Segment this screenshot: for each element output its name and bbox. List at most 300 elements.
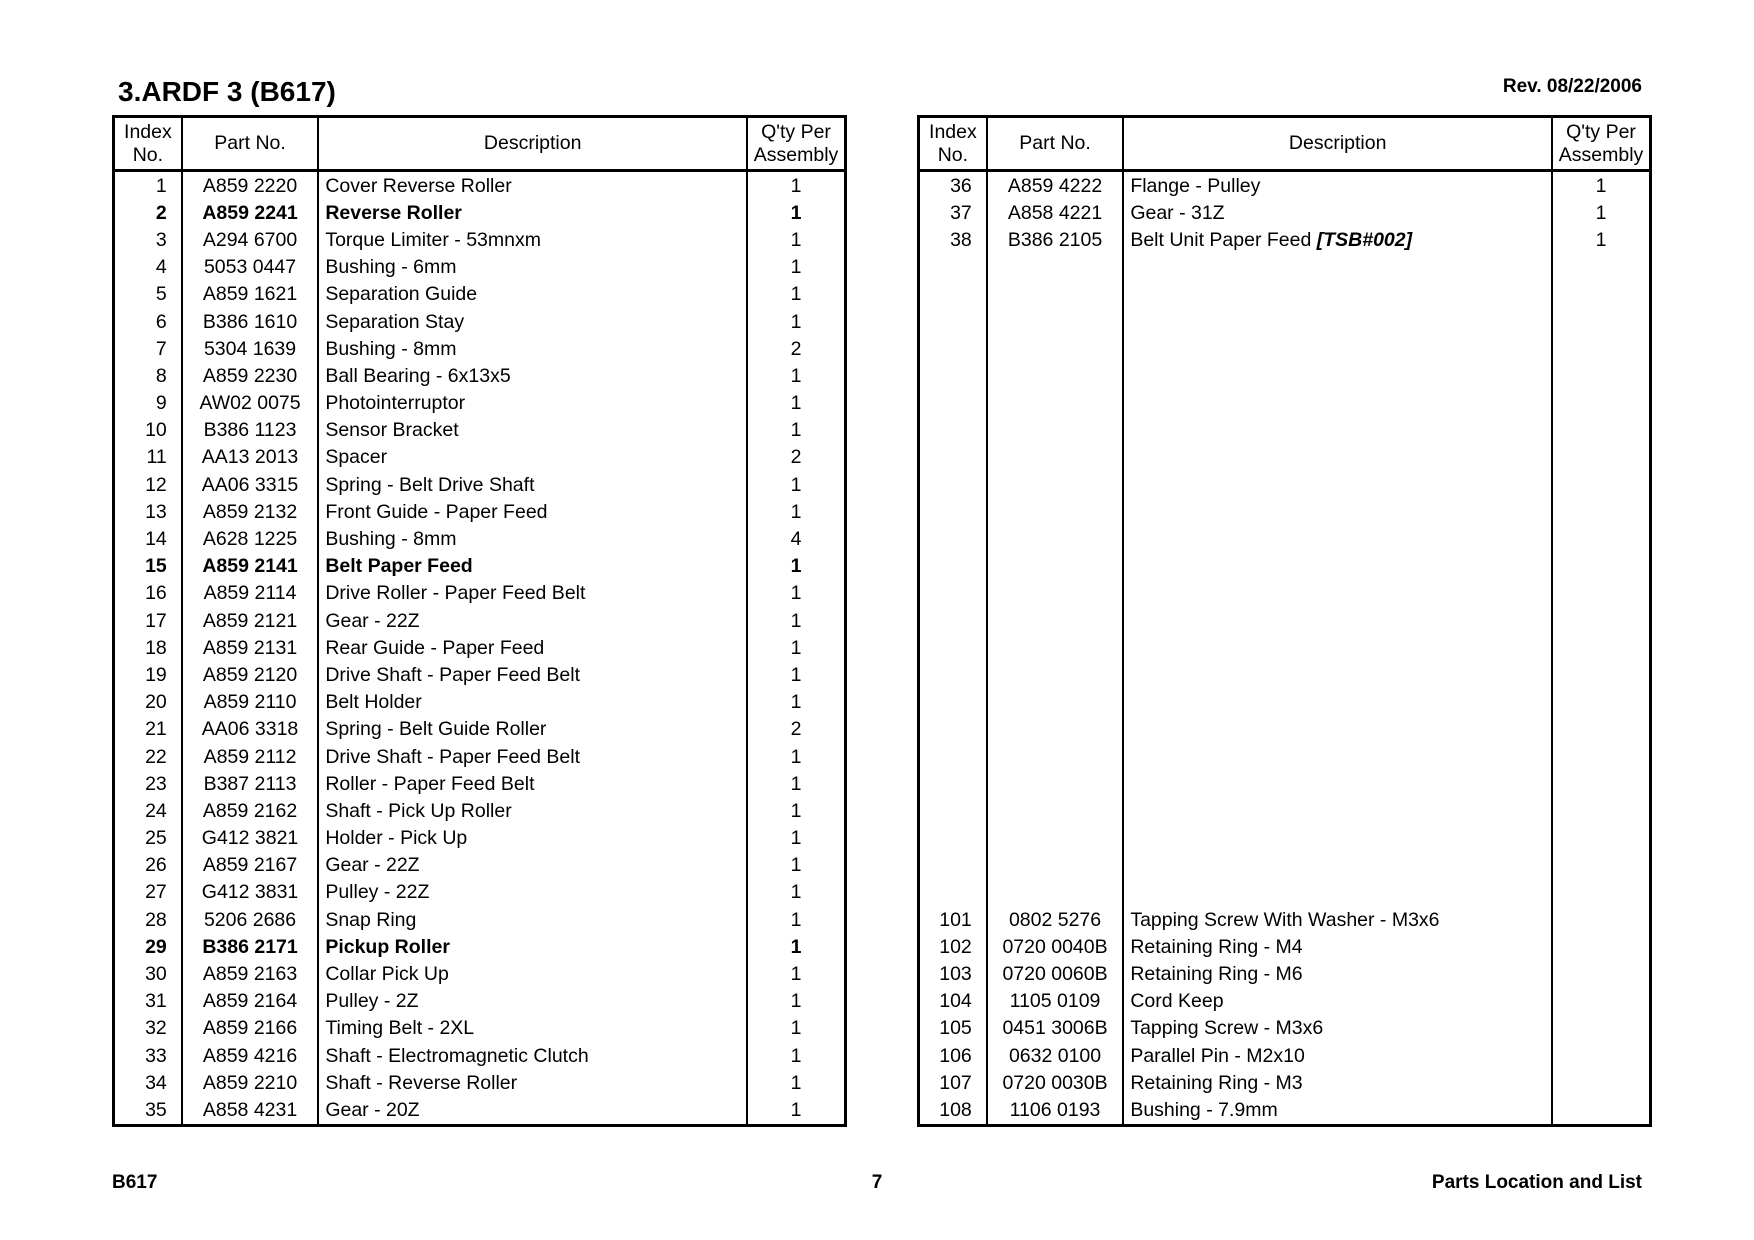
footer-page-number: 7	[871, 1172, 883, 1193]
part-number-cell: A859 1621	[182, 281, 319, 308]
quantity-cell	[1552, 988, 1650, 1015]
part-number-cell: A628 1225	[182, 525, 319, 552]
index-cell: 15	[145, 555, 167, 578]
description-cell	[1123, 879, 1552, 906]
table-row	[114, 281, 846, 308]
part-number-cell	[987, 852, 1124, 879]
description-text: Bushing - 6mm	[325, 256, 457, 279]
table-row	[919, 1042, 1651, 1069]
table-row	[114, 525, 846, 552]
description-cell	[318, 281, 747, 308]
quantity-cell	[1552, 770, 1650, 797]
quantity-cell	[1552, 607, 1650, 634]
part-number-cell	[987, 444, 1124, 471]
description-cell	[318, 797, 747, 824]
index-cell: 36	[950, 174, 972, 197]
table-row	[919, 689, 1651, 716]
quantity-cell	[1552, 743, 1650, 770]
parts-table-right	[917, 115, 1652, 1127]
description-cell	[1123, 661, 1552, 688]
tsb-reference: [TSB#002]	[1316, 228, 1413, 251]
quantity-cell	[1552, 716, 1650, 743]
quantity-cell	[1552, 906, 1650, 933]
part-number-cell: A859 2164	[182, 988, 319, 1015]
quantity-cell	[1552, 335, 1650, 362]
description-cell	[1123, 607, 1552, 634]
index-cell: 7	[155, 337, 167, 360]
description-text: Rear Guide - Paper Feed	[325, 636, 545, 659]
index-cell	[919, 879, 987, 906]
index-cell: 14	[145, 528, 167, 551]
quantity-cell	[1552, 417, 1650, 444]
revision-date: Rev. 08/22/2006	[1502, 76, 1642, 97]
quantity-cell: 2	[747, 335, 845, 362]
part-number-cell: A859 2241	[182, 199, 319, 226]
description-text: Bushing - 8mm	[325, 337, 457, 360]
part-number-cell	[987, 825, 1124, 852]
table-row	[919, 471, 1651, 498]
description-text: Flange - Pulley	[1130, 174, 1261, 197]
table-row	[919, 825, 1651, 852]
table-row	[919, 906, 1651, 933]
description-cell	[1123, 689, 1552, 716]
quantity-cell: 1	[747, 171, 845, 200]
description-text: Roller - Paper Feed Belt	[325, 772, 535, 795]
part-number-cell	[987, 716, 1124, 743]
column-header-index: Index No.	[114, 117, 182, 171]
part-number-cell: A859 2112	[182, 743, 319, 770]
table-row	[919, 498, 1651, 525]
part-number-cell: 0802 5276	[987, 906, 1124, 933]
part-number-cell	[987, 498, 1124, 525]
index-cell	[919, 770, 987, 797]
index-cell: 5	[155, 283, 167, 306]
index-cell	[919, 498, 987, 525]
table-row	[114, 825, 846, 852]
description-text: Timing Belt - 2XL	[325, 1017, 475, 1040]
part-number-cell: 0451 3006B	[987, 1015, 1124, 1042]
description-text: Gear - 22Z	[325, 854, 420, 877]
index-cell	[919, 607, 987, 634]
part-number-cell	[987, 417, 1124, 444]
index-cell	[919, 852, 987, 879]
index-cell: 4	[155, 256, 167, 279]
quantity-cell	[1552, 634, 1650, 661]
quantity-cell	[1552, 362, 1650, 389]
table-row	[919, 580, 1651, 607]
index-cell: 34	[145, 1071, 167, 1094]
column-header-description: Description	[1123, 117, 1552, 171]
index-cell: 1	[155, 174, 167, 197]
description-cell	[318, 1042, 747, 1069]
description-cell	[318, 879, 747, 906]
description-text: Parallel Pin - M2x10	[1130, 1044, 1305, 1067]
index-cell: 31	[145, 990, 167, 1013]
table-row	[919, 308, 1651, 335]
column-header-qty: Q'ty Per Assembly	[747, 117, 845, 171]
description-text: Bushing - 7.9mm	[1130, 1098, 1278, 1121]
description-cell	[318, 988, 747, 1015]
index-cell: 18	[145, 636, 167, 659]
description-text: Collar Pick Up	[325, 963, 449, 986]
index-cell	[919, 580, 987, 607]
quantity-cell: 1	[747, 852, 845, 879]
description-text: Shaft - Pick Up Roller	[325, 799, 512, 822]
table-row	[114, 199, 846, 226]
table-row	[114, 390, 846, 417]
part-number-cell: 5206 2686	[182, 906, 319, 933]
table-row	[919, 634, 1651, 661]
quantity-cell	[1552, 498, 1650, 525]
part-number-cell	[987, 770, 1124, 797]
index-cell: 23	[145, 772, 167, 795]
quantity-cell: 1	[747, 1096, 845, 1125]
index-cell	[919, 308, 987, 335]
index-cell	[919, 716, 987, 743]
index-cell	[919, 444, 987, 471]
quantity-cell	[1552, 254, 1650, 281]
description-cell	[1123, 335, 1552, 362]
quantity-cell	[1552, 689, 1650, 716]
part-number-cell: A859 2131	[182, 634, 319, 661]
table-row	[114, 743, 846, 770]
table-row	[919, 716, 1651, 743]
index-cell: 3	[155, 228, 167, 251]
index-cell	[919, 362, 987, 389]
description-cell	[1123, 226, 1552, 253]
part-number-cell: 0720 0060B	[987, 960, 1124, 987]
description-cell	[1123, 960, 1552, 987]
description-cell	[1123, 743, 1552, 770]
quantity-cell	[1552, 661, 1650, 688]
part-number-cell: A859 2163	[182, 960, 319, 987]
part-number-cell: G412 3831	[182, 879, 319, 906]
part-number-cell: G412 3821	[182, 825, 319, 852]
index-cell: 30	[145, 963, 167, 986]
table-row	[114, 471, 846, 498]
table-row	[114, 308, 846, 335]
description-text: Tapping Screw - M3x6	[1130, 1017, 1324, 1040]
part-number-cell: 0720 0040B	[987, 933, 1124, 960]
index-cell: 28	[145, 908, 167, 931]
description-cell	[1123, 1042, 1552, 1069]
part-number-cell: A859 2132	[182, 498, 319, 525]
description-text: Drive Roller - Paper Feed Belt	[325, 582, 586, 605]
table-row	[114, 906, 846, 933]
description-cell	[318, 906, 747, 933]
column-header-part-no: Part No.	[987, 117, 1124, 171]
quantity-cell: 1	[747, 417, 845, 444]
index-cell: 32	[145, 1017, 167, 1040]
description-cell	[318, 553, 747, 580]
column-header-index: Index No.	[919, 117, 987, 171]
part-number-cell: A858 4231	[182, 1096, 319, 1125]
description-cell	[318, 335, 747, 362]
part-number-cell: A859 2230	[182, 362, 319, 389]
description-cell	[318, 226, 747, 253]
table-row	[114, 1069, 846, 1096]
description-cell	[318, 471, 747, 498]
part-number-cell: A859 2110	[182, 689, 319, 716]
table-row	[919, 254, 1651, 281]
part-number-cell: A859 2120	[182, 661, 319, 688]
part-number-cell	[987, 879, 1124, 906]
quantity-cell	[1552, 553, 1650, 580]
part-number-cell: 5053 0447	[182, 254, 319, 281]
part-number-cell: AA06 3318	[182, 716, 319, 743]
description-cell	[318, 1015, 747, 1042]
index-cell	[919, 689, 987, 716]
quantity-cell	[1552, 471, 1650, 498]
part-number-cell: A859 2141	[182, 553, 319, 580]
parts-table-left	[112, 115, 847, 1127]
description-text: Pulley - 2Z	[325, 990, 419, 1013]
index-cell: 38	[950, 228, 972, 251]
table-row	[114, 689, 846, 716]
description-text: Separation Stay	[325, 310, 465, 333]
part-number-cell: B386 1123	[182, 417, 319, 444]
description-cell	[318, 580, 747, 607]
index-cell	[919, 281, 987, 308]
description-cell	[318, 417, 747, 444]
description-cell	[318, 607, 747, 634]
quantity-cell: 1	[747, 607, 845, 634]
table-row	[114, 933, 846, 960]
quantity-cell	[1552, 879, 1650, 906]
page-title: 3.ARDF 3 (B617)	[118, 76, 336, 107]
quantity-cell: 1	[747, 960, 845, 987]
description-text: Shaft - Electromagnetic Clutch	[325, 1044, 589, 1067]
index-cell: 104	[939, 990, 972, 1013]
part-number-cell: A859 2162	[182, 797, 319, 824]
quantity-cell	[1552, 1042, 1650, 1069]
description-cell	[1123, 852, 1552, 879]
table-row	[919, 960, 1651, 987]
description-text: Gear - 20Z	[325, 1098, 420, 1121]
quantity-cell	[1552, 444, 1650, 471]
description-text: Reverse Roller	[325, 201, 462, 224]
quantity-cell: 1	[747, 689, 845, 716]
part-number-cell: B386 2105	[987, 226, 1124, 253]
index-cell: 11	[146, 446, 167, 469]
description-text: Gear - 31Z	[1130, 201, 1225, 224]
table-row	[919, 607, 1651, 634]
description-cell	[1123, 171, 1552, 200]
description-text: Ball Bearing - 6x13x5	[325, 364, 511, 387]
quantity-cell	[1552, 580, 1650, 607]
description-cell	[318, 933, 747, 960]
index-cell	[919, 390, 987, 417]
description-cell	[1123, 1015, 1552, 1042]
index-cell	[919, 417, 987, 444]
part-number-cell	[987, 471, 1124, 498]
description-text: Cord Keep	[1130, 990, 1224, 1013]
description-text: Retaining Ring - M4	[1130, 935, 1303, 958]
index-cell: 105	[939, 1017, 972, 1040]
description-cell	[1123, 716, 1552, 743]
quantity-cell: 1	[747, 1015, 845, 1042]
description-cell	[1123, 390, 1552, 417]
quantity-cell: 1	[747, 308, 845, 335]
index-cell	[919, 335, 987, 362]
description-text: Bushing - 8mm	[325, 528, 457, 551]
description-cell	[318, 743, 747, 770]
part-number-cell: A294 6700	[182, 226, 319, 253]
quantity-cell: 1	[747, 1069, 845, 1096]
description-text: Sensor Bracket	[325, 419, 459, 442]
quantity-cell	[1552, 308, 1650, 335]
part-number-cell: B387 2113	[182, 770, 319, 797]
table-row	[919, 879, 1651, 906]
index-cell	[919, 471, 987, 498]
description-cell	[1123, 199, 1552, 226]
table-row	[919, 553, 1651, 580]
quantity-cell	[1552, 281, 1650, 308]
index-cell: 102	[939, 935, 972, 958]
index-cell: 103	[939, 963, 972, 986]
description-cell	[1123, 933, 1552, 960]
table-row	[114, 634, 846, 661]
part-number-cell: 0632 0100	[987, 1042, 1124, 1069]
description-cell	[1123, 825, 1552, 852]
table-row	[114, 607, 846, 634]
quantity-cell: 1	[747, 1042, 845, 1069]
description-text: Snap Ring	[325, 908, 417, 931]
table-row	[919, 281, 1651, 308]
table-row	[114, 335, 846, 362]
quantity-cell: 1	[747, 879, 845, 906]
description-text: Photointerruptor	[325, 392, 466, 415]
quantity-cell: 1	[747, 254, 845, 281]
quantity-cell	[1552, 390, 1650, 417]
description-text: Belt Paper Feed	[325, 555, 473, 578]
description-cell	[1123, 417, 1552, 444]
description-cell	[318, 716, 747, 743]
description-text: Drive Shaft - Paper Feed Belt	[325, 663, 581, 686]
table-row	[114, 1015, 846, 1042]
index-cell: 27	[145, 881, 167, 904]
quantity-cell: 4	[747, 525, 845, 552]
table-row	[114, 661, 846, 688]
description-cell	[318, 770, 747, 797]
index-cell	[919, 634, 987, 661]
index-cell	[919, 661, 987, 688]
description-cell	[1123, 471, 1552, 498]
part-number-cell: AA13 2013	[182, 444, 319, 471]
description-text: Holder - Pick Up	[325, 827, 468, 850]
index-cell: 37	[950, 201, 972, 224]
description-cell	[1123, 525, 1552, 552]
column-header-description: Description	[318, 117, 747, 171]
table-row	[114, 797, 846, 824]
part-number-cell: 1105 0109	[987, 988, 1124, 1015]
index-cell: 19	[145, 663, 167, 686]
index-cell: 101	[939, 908, 972, 931]
part-number-cell	[987, 335, 1124, 362]
quantity-cell: 1	[747, 281, 845, 308]
description-cell	[318, 661, 747, 688]
quantity-cell	[1552, 797, 1650, 824]
quantity-cell: 1	[747, 661, 845, 688]
quantity-cell	[1552, 960, 1650, 987]
part-number-cell: 1106 0193	[987, 1096, 1124, 1125]
description-text: Pickup Roller	[325, 935, 450, 958]
description-cell	[318, 689, 747, 716]
part-number-cell	[987, 362, 1124, 389]
part-number-cell	[987, 607, 1124, 634]
quantity-cell	[1552, 825, 1650, 852]
description-text: Gear - 22Z	[325, 609, 420, 632]
table-row	[919, 988, 1651, 1015]
part-number-cell: A858 4221	[987, 199, 1124, 226]
quantity-cell: 1	[747, 580, 845, 607]
description-cell	[1123, 308, 1552, 335]
table-row	[114, 553, 846, 580]
table-row	[114, 362, 846, 389]
part-number-cell: A859 2121	[182, 607, 319, 634]
description-cell	[318, 444, 747, 471]
quantity-cell: 1	[1552, 226, 1650, 253]
description-text: Shaft - Reverse Roller	[325, 1071, 518, 1094]
description-cell	[1123, 553, 1552, 580]
quantity-cell: 1	[747, 498, 845, 525]
part-number-cell: A859 2220	[182, 171, 319, 200]
description-text: Belt Holder	[325, 691, 422, 714]
index-cell: 17	[145, 609, 167, 632]
table-row	[114, 444, 846, 471]
description-text: Torque Limiter - 53mnxm	[325, 228, 541, 251]
description-cell	[318, 634, 747, 661]
table-row	[114, 988, 846, 1015]
part-number-cell: A859 4216	[182, 1042, 319, 1069]
index-cell: 29	[145, 935, 167, 958]
index-cell: 24	[145, 799, 167, 822]
description-text: Pulley - 22Z	[325, 881, 430, 904]
quantity-cell: 1	[747, 553, 845, 580]
index-cell: 16	[145, 582, 167, 605]
quantity-cell: 1	[747, 906, 845, 933]
description-cell	[318, 254, 747, 281]
part-number-cell	[987, 553, 1124, 580]
index-cell	[919, 553, 987, 580]
table-row	[919, 797, 1651, 824]
quantity-cell	[1552, 933, 1650, 960]
description-cell	[318, 362, 747, 389]
quantity-cell: 1	[747, 770, 845, 797]
table-row	[919, 661, 1651, 688]
description-cell	[318, 960, 747, 987]
table-row	[114, 1096, 846, 1125]
quantity-cell: 2	[747, 444, 845, 471]
part-number-cell: A859 4222	[987, 171, 1124, 200]
index-cell: 13	[145, 500, 167, 523]
part-number-cell	[987, 254, 1124, 281]
table-row	[919, 171, 1651, 200]
description-cell	[1123, 281, 1552, 308]
quantity-cell	[1552, 1015, 1650, 1042]
description-text: Front Guide - Paper Feed	[325, 500, 548, 523]
table-header-row	[114, 117, 846, 171]
table-row	[919, 226, 1651, 253]
quantity-cell: 1	[747, 933, 845, 960]
table-row	[919, 1069, 1651, 1096]
description-text: Spring - Belt Drive Shaft	[325, 473, 535, 496]
index-cell: 106	[939, 1044, 972, 1067]
description-cell	[1123, 362, 1552, 389]
part-number-cell	[987, 634, 1124, 661]
description-cell	[318, 852, 747, 879]
quantity-cell: 1	[747, 988, 845, 1015]
